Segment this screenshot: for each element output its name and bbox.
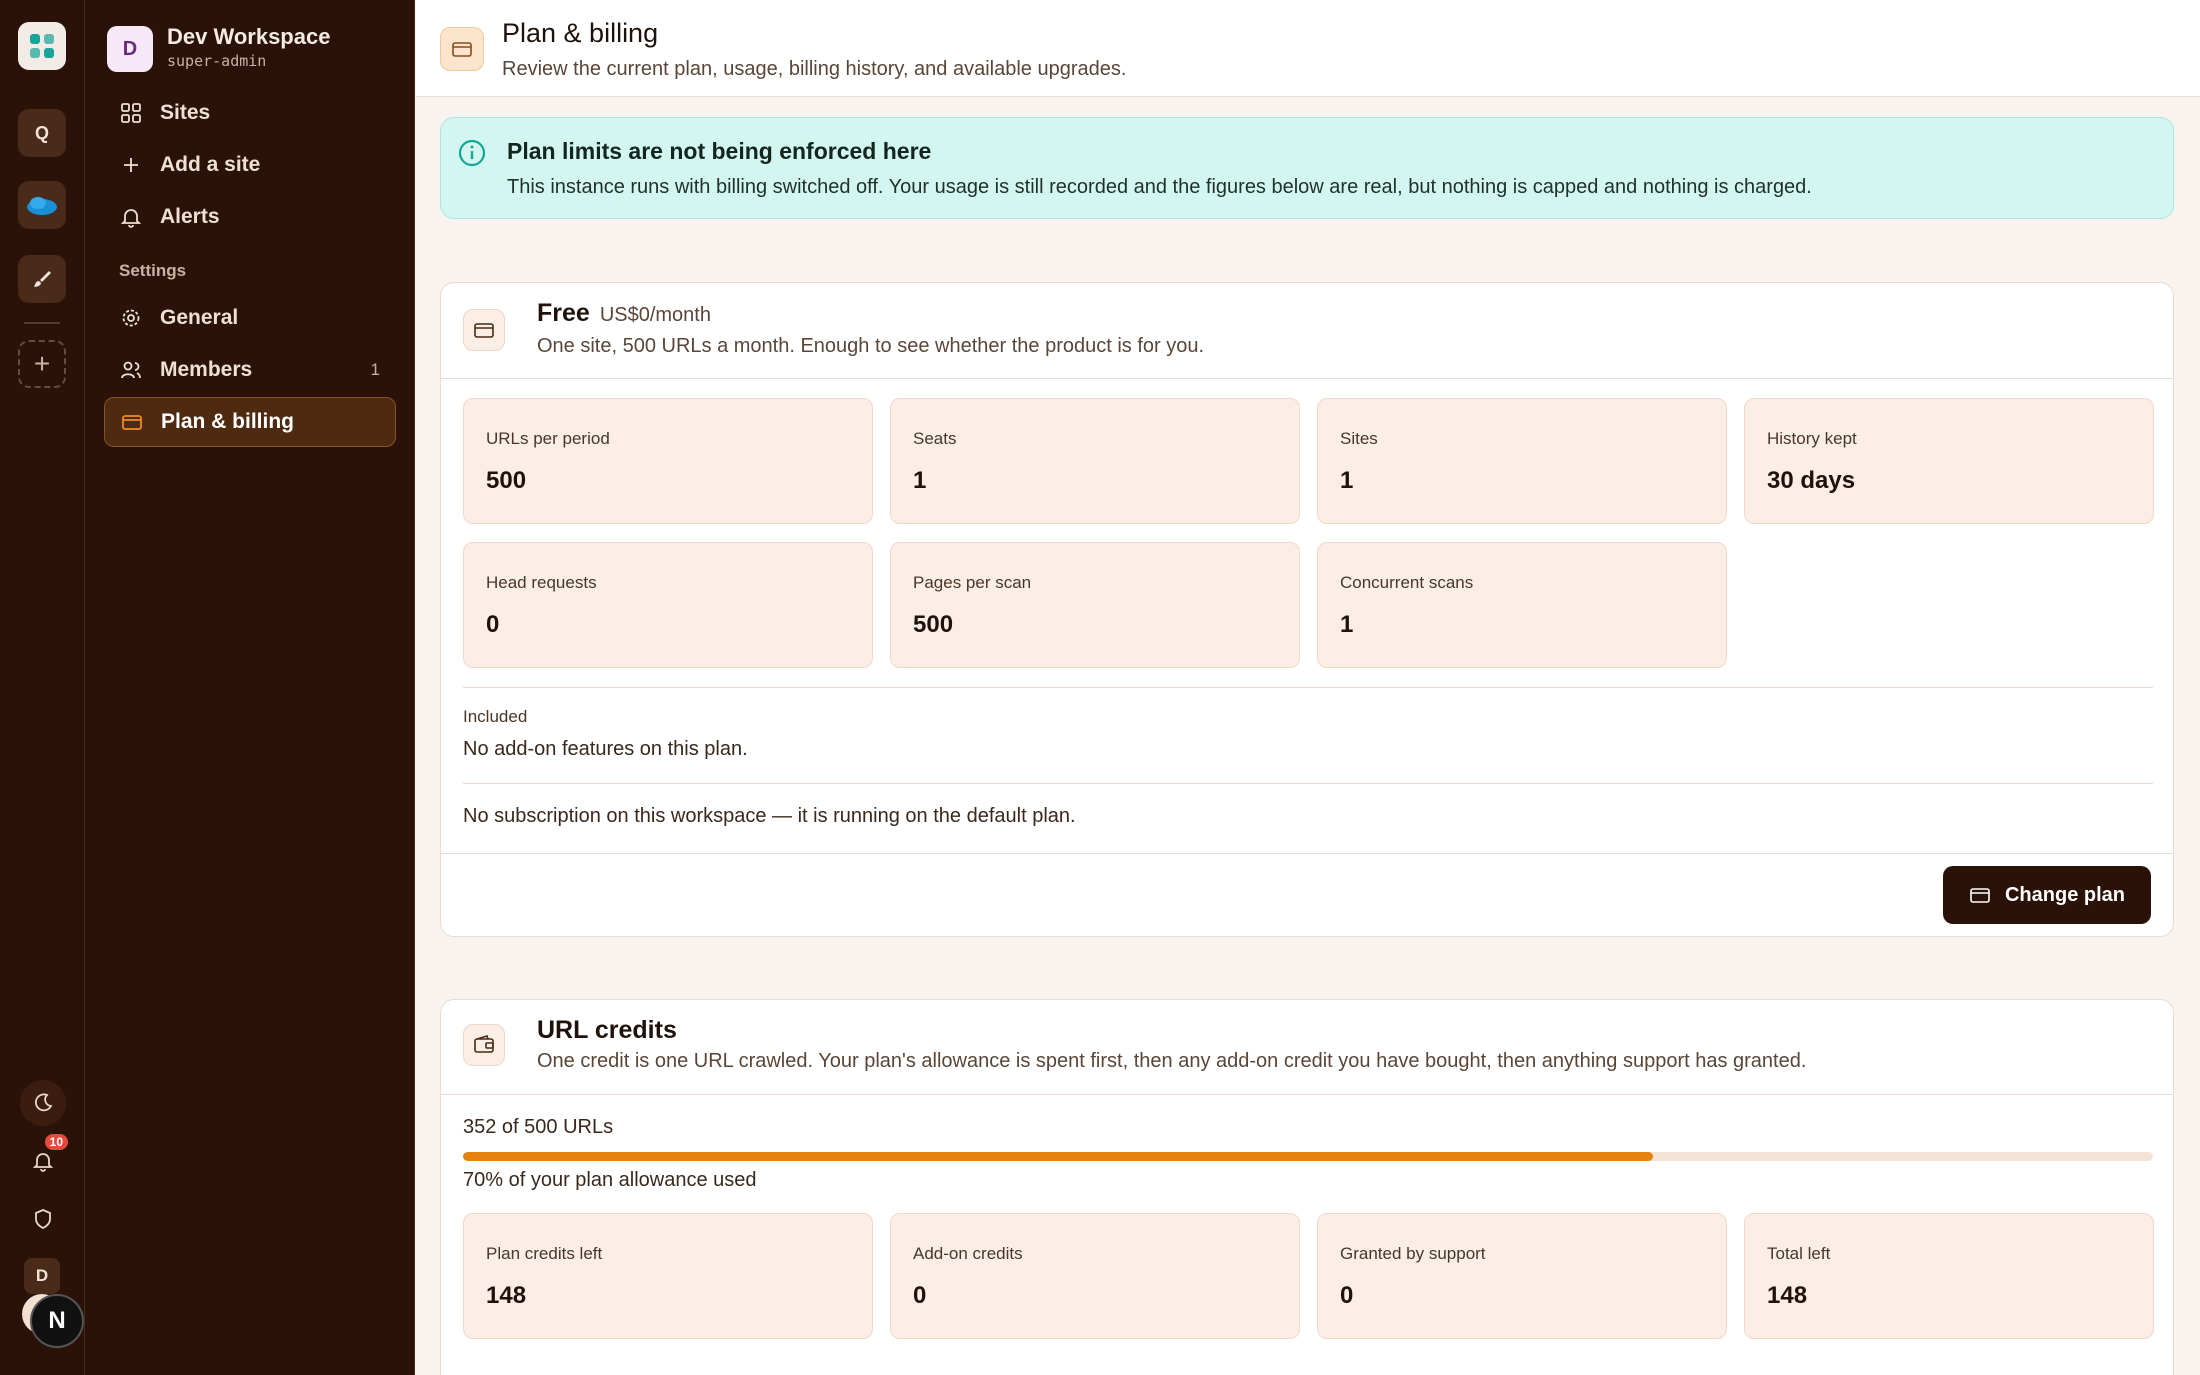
workspace-switch-brush-icon[interactable] <box>18 255 66 303</box>
subscription-status: No subscription on this workspace — it is running on the default plan. <box>463 805 1076 827</box>
users-icon <box>120 359 142 381</box>
credit-card-icon <box>121 411 143 433</box>
divider <box>463 687 2153 688</box>
page-header <box>416 0 2200 97</box>
workspace-rail <box>0 0 85 1375</box>
dev-tools-n-button[interactable]: N <box>30 1294 84 1348</box>
stat-label: Plan credits left <box>486 1244 603 1263</box>
sidebar-item-add-site[interactable] <box>104 140 396 190</box>
stat-label: Granted by support <box>1340 1244 1486 1263</box>
add-workspace-button[interactable]: + <box>18 340 66 388</box>
stat-card <box>463 1213 873 1339</box>
plan-name: Free US$0/month <box>537 299 711 327</box>
stat-card <box>890 542 1300 668</box>
stat-value: 500 <box>486 467 527 494</box>
credits-description: One credit is one URL crawled. Your plan's allowance is spent first, then any add-on credit you have bought, then anything support has granted. <box>537 1050 1807 1072</box>
stat-value: 500 <box>913 611 954 638</box>
stat-label: History kept <box>1767 429 1857 448</box>
included-label: Included <box>463 707 528 726</box>
sidebar-item-label: Members <box>160 358 253 381</box>
plus-icon <box>120 154 142 176</box>
alert-body: This instance runs with billing switched off. Your usage is still recorded and the figures below are real, but nothing is capped and nothing is charged. <box>507 176 1812 198</box>
shield-icon[interactable] <box>20 1196 66 1242</box>
workspace-name[interactable]: Dev Workspace <box>167 24 331 49</box>
info-icon <box>457 138 487 168</box>
stat-label: Concurrent scans <box>1340 573 1474 592</box>
stat-label: Head requests <box>486 573 597 592</box>
stat-card <box>1744 398 2154 524</box>
url-credits-card <box>440 999 2174 1375</box>
stat-card <box>890 1213 1300 1339</box>
gear-icon <box>120 307 142 329</box>
workspace-avatar[interactable]: D <box>107 26 153 72</box>
plan-price: US$0/month <box>599 304 711 326</box>
workspace-switch-q[interactable]: Q <box>18 109 66 157</box>
stat-value: 1 <box>1340 611 1354 638</box>
sidebar-item-general[interactable] <box>104 293 396 343</box>
members-count: 1 <box>370 360 380 379</box>
sidebar-item-members[interactable] <box>104 345 396 395</box>
page-title: Plan & billing <box>502 18 659 48</box>
sidebar <box>85 0 415 1375</box>
credits-percent-text: 70% of your plan allowance used <box>463 1169 757 1191</box>
credit-card-icon <box>463 309 505 351</box>
main-content <box>416 0 2200 1375</box>
stat-label: Add-on credits <box>913 1244 1023 1263</box>
settings-section-label: Settings <box>119 261 187 280</box>
stat-card <box>1317 542 1727 668</box>
stat-value: 30 days <box>1767 467 1856 494</box>
credit-card-icon <box>440 27 484 71</box>
notification-count-badge: 10 <box>45 1134 68 1150</box>
bell-icon <box>120 206 142 228</box>
credits-progress-bar <box>463 1152 2153 1161</box>
sidebar-item-label: Plan & billing <box>161 410 295 433</box>
credits-progress-fill <box>463 1152 1653 1161</box>
stat-value: 0 <box>486 611 500 638</box>
stat-label: Pages per scan <box>913 573 1032 592</box>
notifications-bell-icon[interactable] <box>20 1135 66 1184</box>
grid-icon <box>120 102 142 124</box>
stat-card <box>463 398 873 524</box>
sidebar-item-label: Sites <box>160 101 211 124</box>
stat-card <box>1317 1213 1727 1339</box>
app-logo-icon[interactable] <box>18 22 66 70</box>
divider <box>463 783 2153 784</box>
sidebar-item-label: Alerts <box>160 205 220 228</box>
stat-label: Total left <box>1767 1244 1831 1263</box>
sidebar-item-label: Add a site <box>160 153 261 176</box>
stat-card <box>890 398 1300 524</box>
stat-value: 1 <box>913 467 927 494</box>
sidebar-item-alerts[interactable] <box>104 192 396 242</box>
stat-value: 148 <box>1767 1282 1808 1309</box>
rail-divider <box>24 322 60 324</box>
stat-label: Sites <box>1340 429 1378 448</box>
change-plan-label: Change plan <box>2004 883 2125 906</box>
sidebar-item-plan-billing[interactable] <box>104 397 396 447</box>
wallet-icon <box>463 1024 505 1066</box>
sidebar-item-sites[interactable] <box>104 88 396 138</box>
stat-card <box>1744 1213 2154 1339</box>
credits-usage-text: 352 of 500 URLs <box>463 1116 614 1138</box>
plan-description: One site, 500 URLs a month. Enough to see whether the product is for you. <box>537 335 1205 357</box>
divider <box>441 853 2173 854</box>
included-text: No add-on features on this plan. <box>463 738 748 760</box>
alert-title: Plan limits are not being enforced here <box>507 138 932 164</box>
stat-label: Seats <box>913 429 957 448</box>
change-plan-button[interactable] <box>1943 866 2151 924</box>
divider <box>441 378 2173 379</box>
stat-value: 0 <box>913 1282 927 1309</box>
stat-value: 148 <box>486 1282 527 1309</box>
credits-title: URL credits <box>537 1016 677 1044</box>
divider <box>441 1094 2173 1095</box>
user-avatar[interactable]: D <box>24 1258 60 1294</box>
stat-card <box>463 542 873 668</box>
stat-value: 1 <box>1340 467 1354 494</box>
page-subtitle: Review the current plan, usage, billing history, and available upgrades. <box>502 58 1127 80</box>
billing-disabled-alert <box>440 117 2174 219</box>
stat-label: URLs per period <box>486 429 610 448</box>
workspace-switch-cloud-icon[interactable] <box>18 181 66 229</box>
plan-card <box>440 282 2174 937</box>
workspace-role: super-admin <box>167 52 267 70</box>
theme-toggle-moon-icon[interactable] <box>20 1080 66 1126</box>
credit-card-icon <box>1969 884 1991 906</box>
sidebar-item-label: General <box>160 306 239 329</box>
stat-value: 0 <box>1340 1282 1354 1309</box>
stat-card <box>1317 398 1727 524</box>
